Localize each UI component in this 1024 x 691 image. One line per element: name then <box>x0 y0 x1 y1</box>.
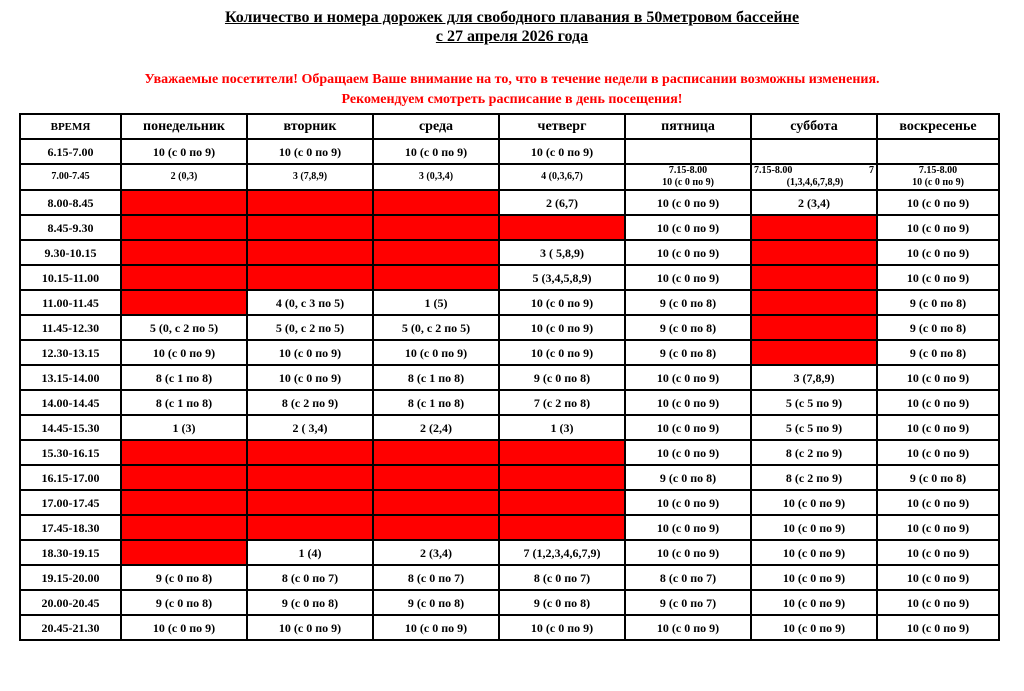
column-header-sunday: воскресенье <box>877 114 999 139</box>
lane-cell-monday <box>121 265 247 290</box>
lane-cell-tuesday: 10 (с 0 по 9) <box>247 139 373 164</box>
time-cell: 8.00-8.45 <box>20 190 121 215</box>
lane-cell-friday: 10 (с 0 по 9) <box>625 615 751 640</box>
lane-cell-monday: 10 (с 0 по 9) <box>121 615 247 640</box>
lane-cell-thursday: 5 (3,4,5,8,9) <box>499 265 625 290</box>
lane-cell-sunday: 9 (с 0 по 8) <box>877 315 999 340</box>
lane-cell-wednesday: 10 (с 0 по 9) <box>373 615 499 640</box>
lane-cell-saturday: 10 (с 0 по 9) <box>751 565 877 590</box>
time-cell: 6.15-7.00 <box>20 139 121 164</box>
lane-cell-thursday: 10 (с 0 по 9) <box>499 315 625 340</box>
lane-cell-tuesday: 2 ( 3,4) <box>247 415 373 440</box>
lane-cell-tuesday: 10 (с 0 по 9) <box>247 615 373 640</box>
lane-cell-thursday <box>499 465 625 490</box>
lane-cell-tuesday: 4 (0, с 3 по 5) <box>247 290 373 315</box>
lane-cell-sunday <box>877 164 999 190</box>
lane-cell-tuesday: 5 (0, с 2 по 5) <box>247 315 373 340</box>
lane-cell-wednesday: 8 (с 0 по 7) <box>373 565 499 590</box>
time-cell: 17.45-18.30 <box>20 515 121 540</box>
time-cell: 13.15-14.00 <box>20 365 121 390</box>
lane-cell-saturday: 10 (с 0 по 9) <box>751 490 877 515</box>
lane-cell-sunday: 10 (с 0 по 9) <box>877 515 999 540</box>
time-cell: 19.15-20.00 <box>20 565 121 590</box>
table-row <box>20 565 999 590</box>
time-cell: 11.00-11.45 <box>20 290 121 315</box>
lane-cell-wednesday: 8 (с 1 по 8) <box>373 365 499 390</box>
lane-cell-wednesday: 5 (0, с 2 по 5) <box>373 315 499 340</box>
lane-cell-monday: 9 (с 0 по 8) <box>121 565 247 590</box>
table-row <box>20 290 999 315</box>
lane-cell-thursday: 9 (с 0 по 8) <box>499 590 625 615</box>
lane-cell-monday <box>121 515 247 540</box>
lane-cell-tuesday <box>247 190 373 215</box>
lane-cell-saturday: 5 (с 5 по 9) <box>751 415 877 440</box>
lane-cell-wednesday <box>373 440 499 465</box>
lane-cell-monday: 5 (0, с 2 по 5) <box>121 315 247 340</box>
table-row <box>20 440 999 465</box>
table-row <box>20 540 999 565</box>
lane-cell-tuesday: 1 (4) <box>247 540 373 565</box>
lane-cell-saturday <box>751 265 877 290</box>
lane-cell-friday: 8 (с 0 по 7) <box>625 565 751 590</box>
column-header-wednesday: среда <box>373 114 499 139</box>
lane-cell-monday <box>121 440 247 465</box>
lane-cell-sunday: 10 (с 0 по 9) <box>877 190 999 215</box>
lane-cell-friday: 10 (с 0 по 9) <box>625 490 751 515</box>
lane-cell-thursday: 10 (с 0 по 9) <box>499 340 625 365</box>
lane-cell-thursday <box>499 215 625 240</box>
lane-cell-tuesday: 10 (с 0 по 9) <box>247 365 373 390</box>
lane-cell-saturday: 8 (с 2 по 9) <box>751 465 877 490</box>
lane-cell-thursday: 7 (1,2,3,4,6,7,9) <box>499 540 625 565</box>
table-row <box>20 365 999 390</box>
lane-cell-thursday <box>499 490 625 515</box>
lane-cell-wednesday <box>373 515 499 540</box>
time-cell: 10.15-11.00 <box>20 265 121 290</box>
lane-cell-thursday: 8 (с 0 по 7) <box>499 565 625 590</box>
table-row <box>20 415 999 440</box>
time-cell: 15.30-16.15 <box>20 440 121 465</box>
lane-cell-monday: 8 (с 1 по 8) <box>121 390 247 415</box>
lane-cell-saturday: 5 (с 5 по 9) <box>751 390 877 415</box>
lane-cell-friday: 10 (с 0 по 9) <box>625 365 751 390</box>
page-subtitle-date: с 27 апреля 2026 года <box>435 28 589 45</box>
lane-numbers: (1,3,4,6,7,8,9) <box>786 177 844 188</box>
column-header-saturday: суббота <box>751 114 877 139</box>
lane-cell-friday: 9 (с 0 по 8) <box>625 315 751 340</box>
table-row <box>20 490 999 515</box>
table-row <box>20 315 999 340</box>
lane-cell-tuesday <box>247 465 373 490</box>
lane-cell-monday <box>121 215 247 240</box>
lane-cell-sunday: 10 (с 0 по 9) <box>877 240 999 265</box>
lane-cell-tuesday <box>247 265 373 290</box>
table-row <box>20 590 999 615</box>
table-row <box>20 240 999 265</box>
lane-cell-monday: 8 (с 1 по 8) <box>121 365 247 390</box>
lane-cell-saturday <box>751 164 877 190</box>
lane-cell-friday: 9 (с 0 по 8) <box>625 465 751 490</box>
notice-line-2: Рекомендуем смотреть расписание в день посещения! <box>341 92 683 107</box>
lane-cell-saturday: 10 (с 0 по 9) <box>751 540 877 565</box>
lane-cell-friday: 9 (с 0 по 7) <box>625 590 751 615</box>
table-row <box>20 265 999 290</box>
table-row <box>20 190 999 215</box>
lane-cell-tuesday: 10 (с 0 по 9) <box>247 340 373 365</box>
lane-cell-friday: 10 (с 0 по 9) <box>625 240 751 265</box>
lane-cell-sunday: 10 (с 0 по 9) <box>877 215 999 240</box>
lane-cell-sunday: 9 (с 0 по 8) <box>877 340 999 365</box>
lane-cell-saturday: 10 (с 0 по 9) <box>751 590 877 615</box>
time-cell: 20.45-21.30 <box>20 615 121 640</box>
lane-cell-sunday: 9 (с 0 по 8) <box>877 465 999 490</box>
lane-cell-friday: 10 (с 0 по 9) <box>625 540 751 565</box>
lane-cell-sunday: 10 (с 0 по 9) <box>877 490 999 515</box>
table-row <box>20 515 999 540</box>
lane-count: 10 (с 0 по 9) <box>662 177 714 188</box>
schedule-body <box>20 139 999 640</box>
lane-cell-friday: 10 (с 0 по 9) <box>625 265 751 290</box>
lane-cell-wednesday <box>373 465 499 490</box>
lane-cell-saturday: 8 (с 2 по 9) <box>751 440 877 465</box>
column-header-friday: пятница <box>625 114 751 139</box>
lane-cell-friday: 10 (с 0 по 9) <box>625 390 751 415</box>
lane-cell-saturday <box>751 315 877 340</box>
lane-cell-thursday: 10 (с 0 по 9) <box>499 615 625 640</box>
lane-cell-thursday <box>499 440 625 465</box>
lane-cell-sunday: 9 (с 0 по 8) <box>877 290 999 315</box>
lane-cell-sunday: 10 (с 0 по 9) <box>877 540 999 565</box>
lane-cell-thursday: 10 (с 0 по 9) <box>499 139 625 164</box>
lane-cell-monday: 10 (с 0 по 9) <box>121 139 247 164</box>
time-cell: 17.00-17.45 <box>20 490 121 515</box>
lane-cell-sunday: 10 (с 0 по 9) <box>877 415 999 440</box>
lane-cell-sunday: 10 (с 0 по 9) <box>877 590 999 615</box>
lane-cell-saturday <box>751 215 877 240</box>
lane-cell-tuesday <box>247 490 373 515</box>
time-cell: 11.45-12.30 <box>20 315 121 340</box>
lane-cell-sunday: 10 (с 0 по 9) <box>877 265 999 290</box>
time-cell: 18.30-19.15 <box>20 540 121 565</box>
time-cell: 9.30-10.15 <box>20 240 121 265</box>
lane-cell-wednesday: 3 (0,3,4) <box>373 164 499 190</box>
lane-cell-monday <box>121 290 247 315</box>
lane-cell-wednesday <box>373 490 499 515</box>
column-header-tuesday: вторник <box>247 114 373 139</box>
lane-cell-wednesday: 9 (с 0 по 8) <box>373 590 499 615</box>
lane-cell-friday: 9 (с 0 по 8) <box>625 340 751 365</box>
column-header-monday: понедельник <box>121 114 247 139</box>
lane-cell-monday <box>121 540 247 565</box>
time-cell: 12.30-13.15 <box>20 340 121 365</box>
lane-cell-sunday: 10 (с 0 по 9) <box>877 565 999 590</box>
lane-cell-monday: 9 (с 0 по 8) <box>121 590 247 615</box>
table-row <box>20 465 999 490</box>
lane-cell-wednesday <box>373 265 499 290</box>
lane-cell-thursday: 10 (с 0 по 9) <box>499 290 625 315</box>
lane-cell-monday: 1 (3) <box>121 415 247 440</box>
table-row <box>20 215 999 240</box>
lane-cell-tuesday: 8 (с 2 по 9) <box>247 390 373 415</box>
table-row <box>20 340 999 365</box>
lane-count: 10 (с 0 по 9) <box>912 177 964 188</box>
lane-cell-saturday: 10 (с 0 по 9) <box>751 615 877 640</box>
time-cell: 20.00-20.45 <box>20 590 121 615</box>
lane-cell-tuesday <box>247 240 373 265</box>
lane-cell-wednesday <box>373 190 499 215</box>
lane-cell-wednesday: 2 (2,4) <box>373 415 499 440</box>
table-row <box>20 139 999 164</box>
lane-cell-friday: 10 (с 0 по 9) <box>625 190 751 215</box>
lane-cell-saturday: 2 (3,4) <box>751 190 877 215</box>
lane-cell-sunday <box>877 139 999 164</box>
lane-cell-friday: 10 (с 0 по 9) <box>625 440 751 465</box>
lane-cell-wednesday: 10 (с 0 по 9) <box>373 340 499 365</box>
lane-cell-tuesday <box>247 440 373 465</box>
lane-cell-wednesday: 10 (с 0 по 9) <box>373 139 499 164</box>
lane-cell-saturday <box>751 240 877 265</box>
time-cell: 7.00-7.45 <box>20 164 121 190</box>
lane-cell-sunday: 10 (с 0 по 9) <box>877 440 999 465</box>
table-row <box>20 164 999 190</box>
lane-cell-wednesday: 1 (5) <box>373 290 499 315</box>
lane-cell-tuesday <box>247 215 373 240</box>
time-cell: 8.45-9.30 <box>20 215 121 240</box>
lane-count: 7 <box>869 165 874 176</box>
time-cell: 14.45-15.30 <box>20 415 121 440</box>
lane-cell-friday <box>625 139 751 164</box>
lane-cell-thursday: 3 ( 5,8,9) <box>499 240 625 265</box>
lane-cell-tuesday: 3 (7,8,9) <box>247 164 373 190</box>
lane-cell-tuesday <box>247 515 373 540</box>
lane-cell-wednesday: 8 (с 1 по 8) <box>373 390 499 415</box>
lane-cell-sunday: 10 (с 0 по 9) <box>877 390 999 415</box>
lane-cell-thursday: 1 (3) <box>499 415 625 440</box>
lane-cell-thursday: 9 (с 0 по 8) <box>499 365 625 390</box>
lane-cell-thursday: 7 (с 2 по 8) <box>499 390 625 415</box>
lane-cell-sunday: 10 (с 0 по 9) <box>877 365 999 390</box>
lane-cell-saturday <box>751 290 877 315</box>
session-time: 7.15-8.00 <box>754 165 793 176</box>
lane-cell-friday: 10 (с 0 по 9) <box>625 215 751 240</box>
lane-cell-saturday: 10 (с 0 по 9) <box>751 515 877 540</box>
header-row <box>20 114 999 139</box>
page-title: Количество и номера дорожек для свободного плавания в 50метровом бассейне <box>224 9 800 26</box>
lane-cell-saturday <box>751 340 877 365</box>
lane-cell-monday <box>121 465 247 490</box>
notice-line-1: Уважаемые посетители! Обращаем Ваше внимание на то, что в течение недели в расписании возможны изменения. <box>144 72 880 87</box>
lane-cell-tuesday: 9 (с 0 по 8) <box>247 590 373 615</box>
lane-cell-tuesday: 8 (с 0 по 7) <box>247 565 373 590</box>
lane-cell-monday <box>121 240 247 265</box>
lane-cell-monday <box>121 190 247 215</box>
table-row <box>20 390 999 415</box>
lane-cell-thursday: 4 (0,3,6,7) <box>499 164 625 190</box>
session-time: 7.15-8.00 <box>668 165 708 176</box>
lane-cell-friday: 9 (с 0 по 8) <box>625 290 751 315</box>
time-cell: 14.00-14.45 <box>20 390 121 415</box>
lane-cell-monday <box>121 490 247 515</box>
lane-cell-wednesday <box>373 240 499 265</box>
lane-cell-saturday <box>751 139 877 164</box>
lane-cell-thursday <box>499 515 625 540</box>
lane-cell-monday: 10 (с 0 по 9) <box>121 340 247 365</box>
time-cell: 16.15-17.00 <box>20 465 121 490</box>
lane-cell-monday: 2 (0,3) <box>121 164 247 190</box>
table-row <box>20 615 999 640</box>
lane-cell-saturday: 3 (7,8,9) <box>751 365 877 390</box>
lane-cell-thursday: 2 (6,7) <box>499 190 625 215</box>
column-header-time: ВРЕМЯ <box>20 114 121 139</box>
schedule-table <box>19 113 1000 641</box>
lane-cell-wednesday <box>373 215 499 240</box>
column-header-thursday: четверг <box>499 114 625 139</box>
lane-cell-friday <box>625 164 751 190</box>
lane-cell-sunday: 10 (с 0 по 9) <box>877 615 999 640</box>
lane-cell-friday: 10 (с 0 по 9) <box>625 515 751 540</box>
session-time: 7.15-8.00 <box>918 165 958 176</box>
lane-cell-friday: 10 (с 0 по 9) <box>625 415 751 440</box>
lane-cell-wednesday: 2 (3,4) <box>373 540 499 565</box>
